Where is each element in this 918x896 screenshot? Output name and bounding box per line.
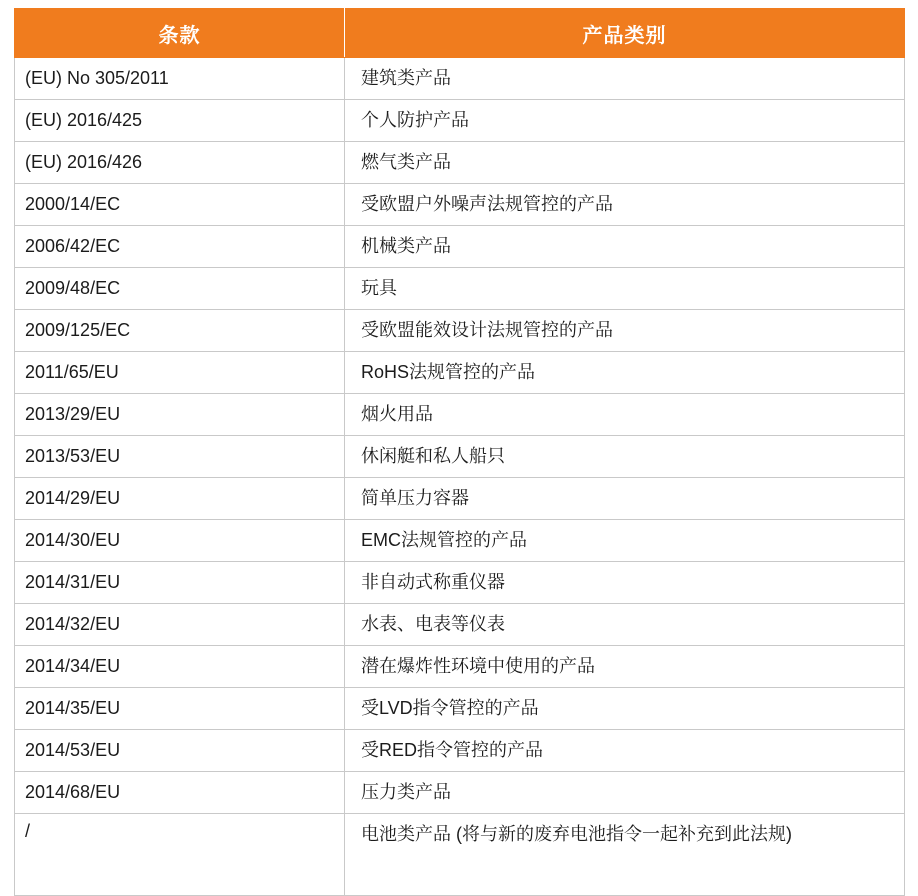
cell-category: 简单压力容器 — [345, 478, 905, 520]
cell-category: 受欧盟能效设计法规管控的产品 — [345, 310, 905, 352]
cell-category: EMC法规管控的产品 — [345, 520, 905, 562]
cell-clause: 2014/53/EU — [15, 730, 345, 772]
cell-clause: 2009/125/EC — [15, 310, 345, 352]
cell-category: 非自动式称重仪器 — [345, 562, 905, 604]
cell-clause: 2000/14/EC — [15, 184, 345, 226]
table-header — [15, 9, 905, 58]
table-row — [15, 478, 905, 520]
cell-clause: 2013/53/EU — [15, 436, 345, 478]
cell-category: 潜在爆炸性环境中使用的产品 — [345, 646, 905, 688]
cell-clause: 2014/34/EU — [15, 646, 345, 688]
cell-clause: 2014/31/EU — [15, 562, 345, 604]
table-row — [15, 142, 905, 184]
cell-clause: (EU) 2016/425 — [15, 100, 345, 142]
table-row — [15, 562, 905, 604]
cell-clause: 2011/65/EU — [15, 352, 345, 394]
cell-category: 压力类产品 — [345, 772, 905, 814]
cell-category: 受欧盟户外噪声法规管控的产品 — [345, 184, 905, 226]
cell-category: 机械类产品 — [345, 226, 905, 268]
column-header-clause: 条款 — [15, 9, 345, 58]
cell-clause: 2006/42/EC — [15, 226, 345, 268]
cell-clause: 2014/30/EU — [15, 520, 345, 562]
table-row — [15, 184, 905, 226]
cell-category: 烟火用品 — [345, 394, 905, 436]
table-row — [15, 58, 905, 100]
table-row — [15, 688, 905, 730]
cell-clause: (EU) No 305/2011 — [15, 58, 345, 100]
cell-category: 建筑类产品 — [345, 58, 905, 100]
cell-category: 燃气类产品 — [345, 142, 905, 184]
table-row — [15, 268, 905, 310]
cell-category: RoHS法规管控的产品 — [345, 352, 905, 394]
cell-clause: / — [15, 814, 345, 896]
table-row — [15, 226, 905, 268]
cell-clause: 2014/32/EU — [15, 604, 345, 646]
cell-category: 电池类产品 (将与新的废弃电池指令一起补充到此法规) — [345, 814, 905, 896]
cell-category: 受LVD指令管控的产品 — [345, 688, 905, 730]
cell-category: 休闲艇和私人船只 — [345, 436, 905, 478]
table-row — [15, 352, 905, 394]
cell-category: 受RED指令管控的产品 — [345, 730, 905, 772]
column-header-category: 产品类别 — [345, 9, 905, 58]
cell-clause: (EU) 2016/426 — [15, 142, 345, 184]
cell-clause: 2014/35/EU — [15, 688, 345, 730]
cell-category: 个人防护产品 — [345, 100, 905, 142]
table-row — [15, 814, 905, 896]
table-row — [15, 730, 905, 772]
table-row — [15, 646, 905, 688]
table-row — [15, 100, 905, 142]
cell-clause: 2009/48/EC — [15, 268, 345, 310]
table-row — [15, 772, 905, 814]
cell-clause: 2014/68/EU — [15, 772, 345, 814]
table-header-row — [15, 9, 905, 58]
table-row — [15, 436, 905, 478]
cell-category: 玩具 — [345, 268, 905, 310]
cell-clause: 2014/29/EU — [15, 478, 345, 520]
cell-category: 水表、电表等仪表 — [345, 604, 905, 646]
table-body — [15, 58, 905, 896]
table-row — [15, 604, 905, 646]
regulation-table — [14, 8, 905, 896]
table-row — [15, 520, 905, 562]
cell-clause: 2013/29/EU — [15, 394, 345, 436]
table-row — [15, 310, 905, 352]
table-row — [15, 394, 905, 436]
